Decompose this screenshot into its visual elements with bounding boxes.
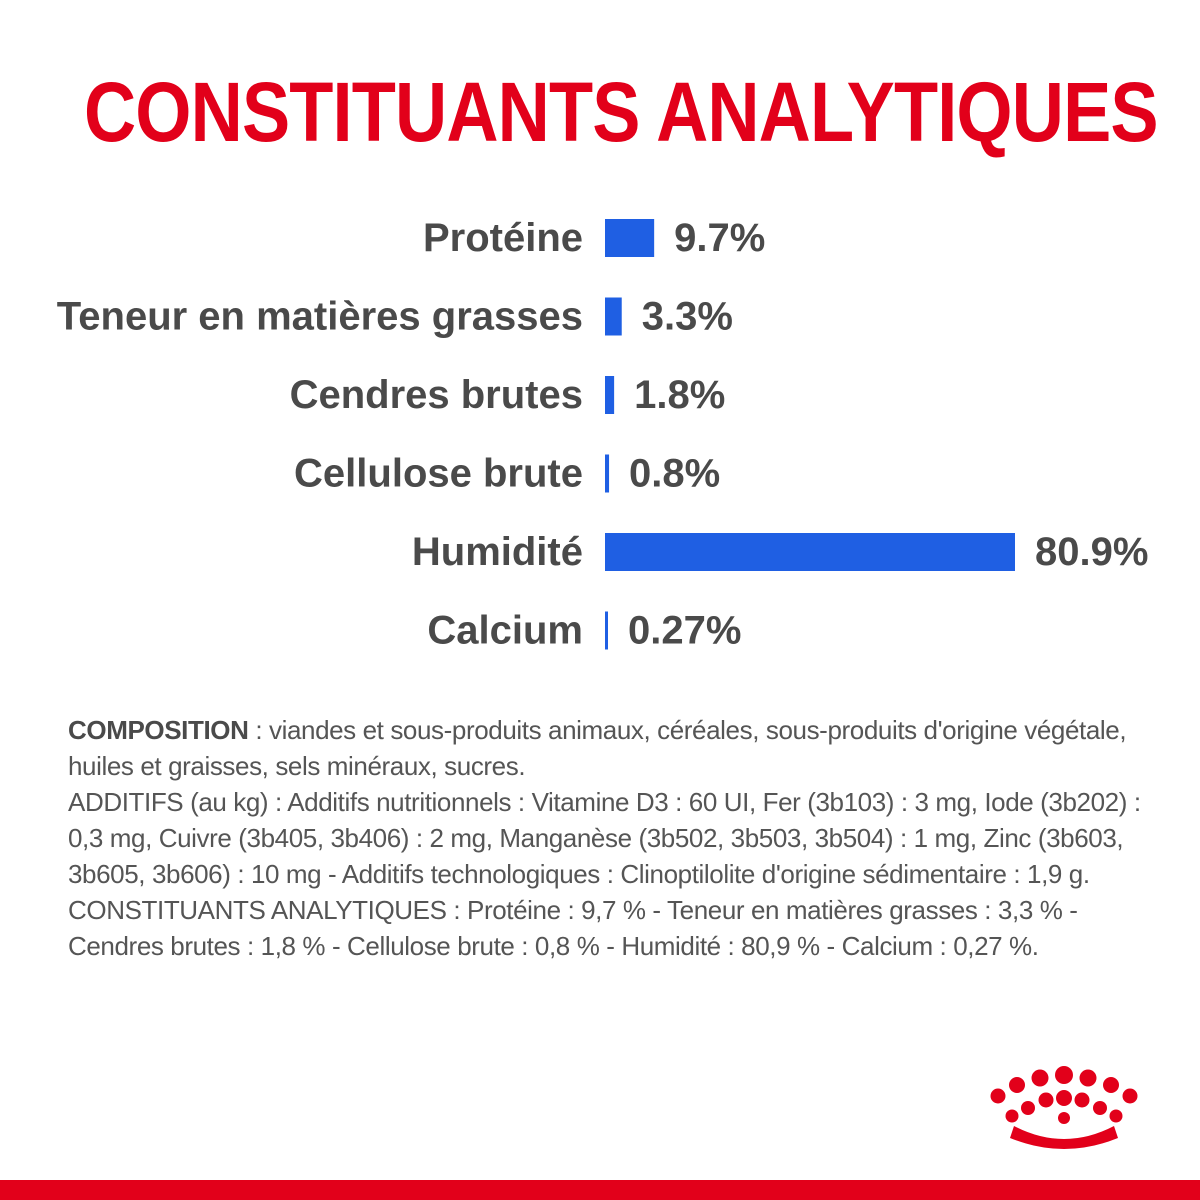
- bar: [605, 219, 654, 257]
- bar: [605, 533, 1015, 571]
- bar: [605, 298, 622, 336]
- value-label: 3.3%: [641, 294, 733, 339]
- category-label: Humidité: [411, 530, 583, 574]
- value-label: 0.27%: [628, 608, 742, 653]
- value-label: 0.8%: [629, 451, 721, 496]
- bar: [605, 376, 614, 414]
- category-label: Protéine: [422, 216, 583, 260]
- composition-paragraph: [68, 712, 1148, 784]
- analytical-constituents-chart: [0, 190, 1200, 680]
- bar: [605, 455, 609, 493]
- brand-bottom-bar: [0, 1180, 1200, 1200]
- composition-text: : viandes et sous-produits animaux, céréales, sous-produits d'origine végétale, huiles et graisses, sels minéraux, sucres.: [68, 715, 1127, 781]
- crown-icon: [984, 1064, 1144, 1154]
- category-label: Teneur en matières grasses: [56, 294, 583, 339]
- category-label: Cellulose brute: [294, 451, 583, 496]
- constituents-paragraph: CONSTITUANTS ANALYTIQUES : Protéine : 9,7 % - Teneur en matières grasses : 3,3 % - Cendres brutes : 1,8 % - Cellulose brute : 0,8 % - Humidité : 80,9 % - Calcium : 0,27 %.: [68, 895, 1078, 961]
- value-label: 1.8%: [634, 373, 726, 417]
- value-label: 80.9%: [1035, 530, 1149, 574]
- value-label: 9.7%: [674, 216, 766, 260]
- bar: [605, 612, 608, 650]
- additives-paragraph: ADDITIFS (au kg) : Additifs nutritionnels : Vitamine D3 : 60 UI, Fer (3b103) : 3 mg, Iode (3b202) : 0,3 mg, Cuivre (3b405, 3b406) : 2 mg, Manganèse (3b502, 3b503, 3b504) : 1 mg, Zinc (3b603, 3b605, 3b606) : 10 mg - Additifs technologiques : Clinoptilolite d'origine sédimentaire : 1,9 g.: [68, 787, 1141, 889]
- category-label: Calcium: [427, 608, 583, 653]
- page-title: CONSTITUANTS ANALYTIQUES: [84, 65, 1158, 159]
- composition-heading: COMPOSITION: [68, 715, 249, 745]
- category-label: Cendres brutes: [289, 373, 583, 417]
- composition-block: [68, 712, 1148, 964]
